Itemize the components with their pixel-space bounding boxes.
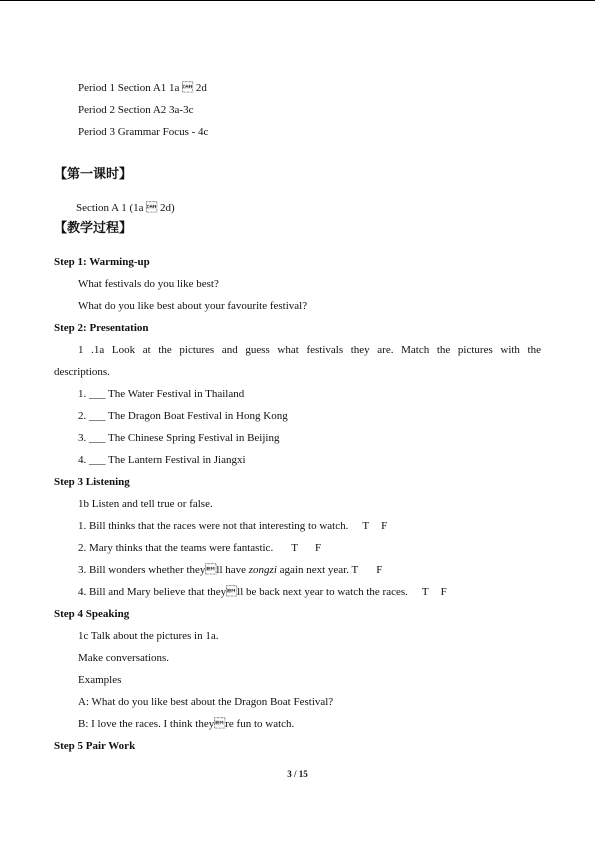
step4-line: Make conversations. xyxy=(78,652,170,664)
step4-line: A: What do you like best about the Dragon Boat Festival? xyxy=(78,696,334,708)
section-label: Section A 1 (1a  2d) xyxy=(76,202,175,214)
step3-statement-2 xyxy=(78,541,321,555)
false-option: F xyxy=(440,586,447,598)
statement-text: 2. Mary thinks that the teams were fantastic. xyxy=(78,542,274,554)
step2-title: Step 2: Presentation xyxy=(54,322,149,334)
false-option: F xyxy=(376,564,383,576)
step2-item: 2. ___ The Dragon Boat Festival in Hong Kong xyxy=(78,410,288,422)
step1-title: Step 1: Warming-up xyxy=(54,256,150,268)
page-top-border xyxy=(0,0,595,1)
heading-first-lesson: 【第一课时】 xyxy=(54,167,133,182)
heading-teaching-process: 【教学过程】 xyxy=(54,221,133,236)
statement-text: 4. Bill and Mary believe that theyll be back next year to watch the races. xyxy=(78,586,408,598)
step4-line: B: I love the races. I think theyre fun to watch. xyxy=(78,718,295,730)
period-1: Period 1 Section A1 1a  2d xyxy=(78,82,207,94)
step2-item: 3. ___ The Chinese Spring Festival in Beijing xyxy=(78,432,280,444)
page-number: 3 / 15 xyxy=(287,769,308,779)
step2-item: 1. ___ The Water Festival in Thailand xyxy=(78,388,245,400)
step2-item: 4. ___ The Lantern Festival in Jiangxi xyxy=(78,454,246,466)
true-option: T xyxy=(421,586,429,598)
false-option: F xyxy=(314,542,322,554)
step3-intro: 1b Listen and tell true or false. xyxy=(78,498,213,510)
step2-intro-cont: descriptions. xyxy=(54,366,110,378)
step4-line: Examples xyxy=(78,674,122,686)
step3-statement-3 xyxy=(78,563,382,577)
true-option: T xyxy=(291,542,298,554)
true-option: T xyxy=(362,520,370,532)
period-3: Period 3 Grammar Focus - 4c xyxy=(78,126,209,138)
step3-statement-1 xyxy=(78,519,387,533)
step3-statement-4 xyxy=(78,585,447,599)
step1-line: What festivals do you like best? xyxy=(78,278,219,290)
statement-text: 3. Bill wonders whether theyll have xyxy=(78,564,249,576)
statement-text-end: again next year. T xyxy=(276,564,359,576)
statement-text: 1. Bill thinks that the races were not that interesting to watch. xyxy=(78,520,349,532)
step4-title: Step 4 Speaking xyxy=(54,608,130,620)
step4-line: 1c Talk about the pictures in 1a. xyxy=(78,630,219,642)
period-2: Period 2 Section A2 3a-3c xyxy=(78,104,194,116)
step1-line: What do you like best about your favourite festival? xyxy=(78,300,308,312)
step3-title: Step 3 Listening xyxy=(54,476,130,488)
step2-intro: 1 .1a Look at the pictures and guess what festivals they are. Match the pictures with the xyxy=(78,344,541,356)
step5-title: Step 5 Pair Work xyxy=(54,740,136,752)
false-option: F xyxy=(381,520,388,532)
zongzi-word: zongzi xyxy=(248,564,277,576)
